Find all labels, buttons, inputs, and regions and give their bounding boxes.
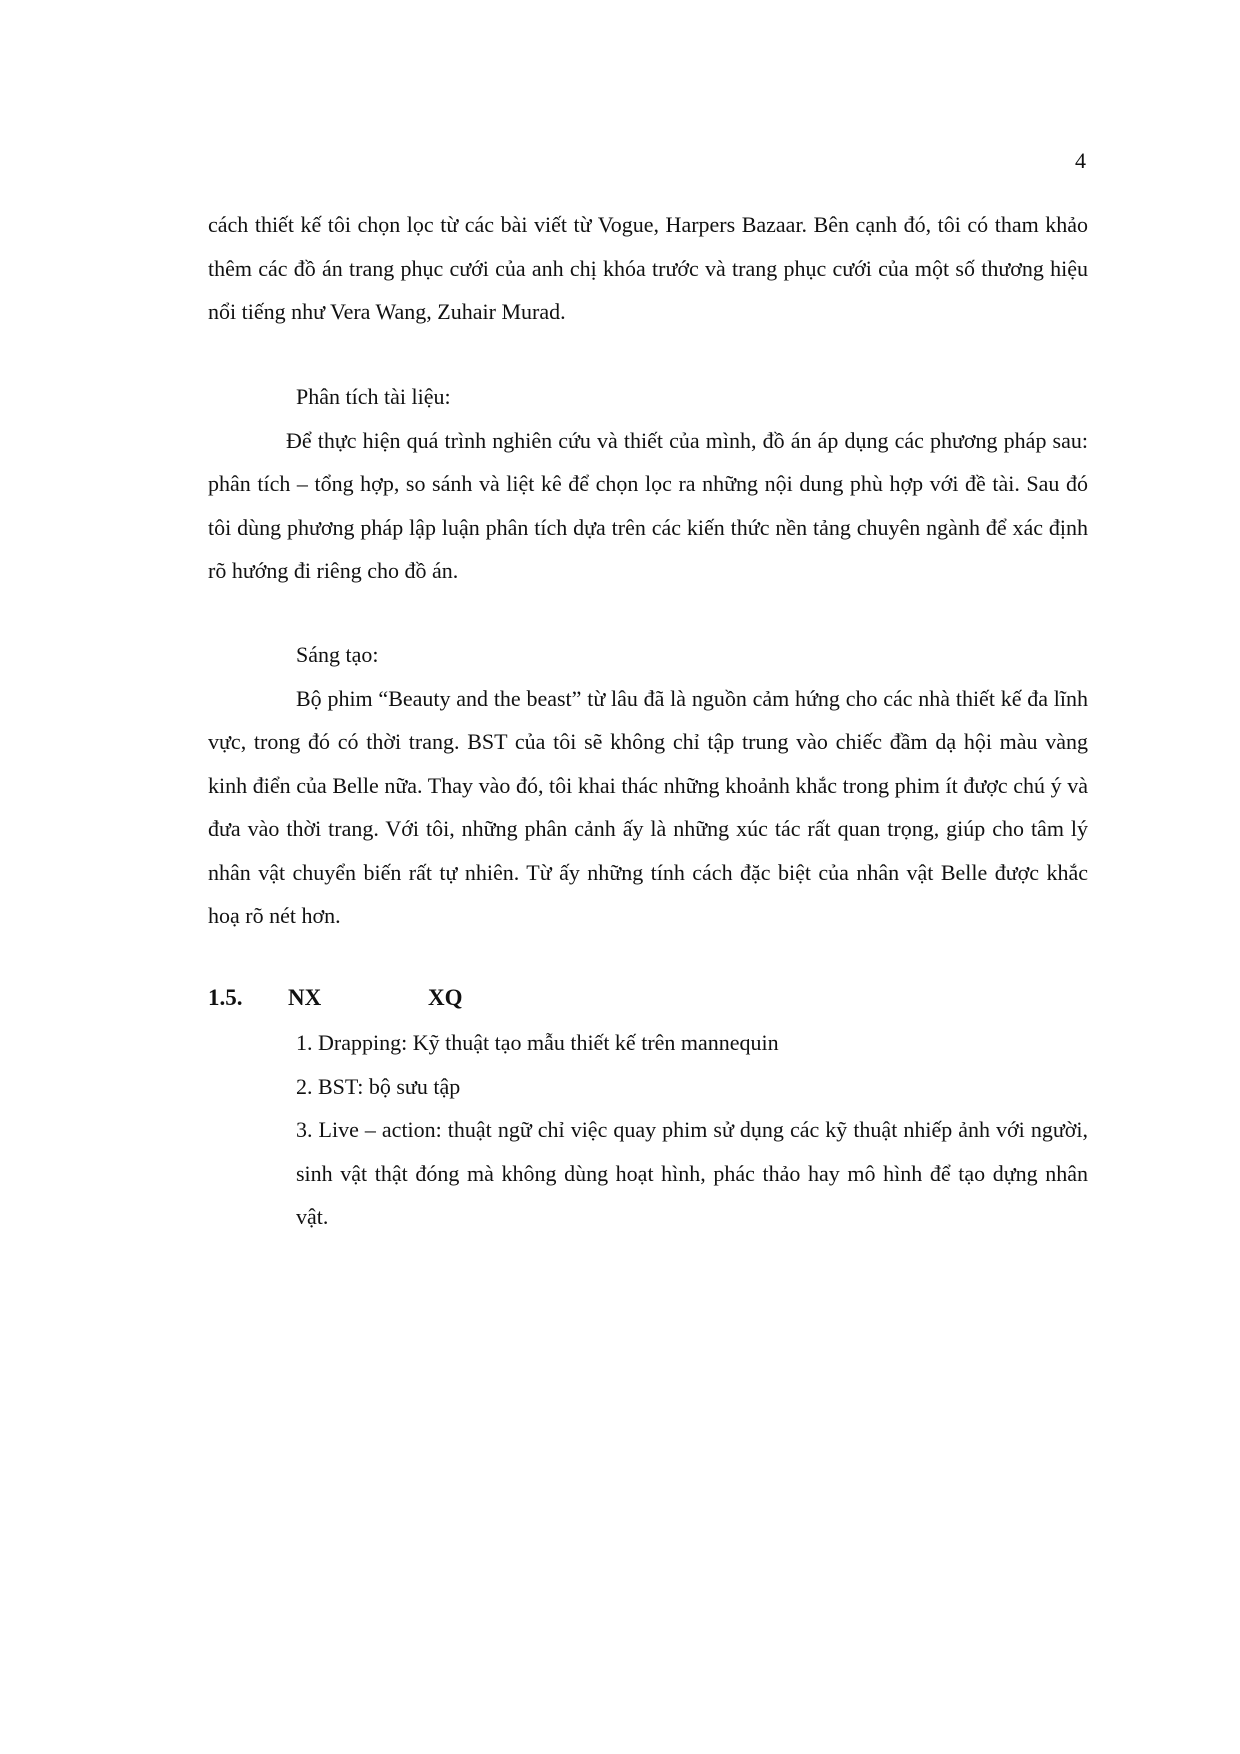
section-number: 1.5. — [208, 985, 243, 1010]
page-number: 4 — [1075, 148, 1086, 173]
section-heading — [208, 978, 1088, 1018]
glossary-item: 2. BST: bộ sưu tập — [296, 1073, 461, 1099]
glossary-item: 1. Drapping: Kỹ thuật tạo mẫu thiết kế trên mannequin — [296, 1030, 779, 1055]
section-title-word-1: NX — [288, 985, 322, 1010]
analysis-label: Phân tích tài liệu: — [296, 384, 451, 409]
glossary-item: 3. Live – action: thuật ngữ chỉ việc quay phim sử dụng các kỹ thuật nhiếp ảnh với người, sinh vật thật đóng mà không dùng hoạt hình, phác thảo hay mô hình để tạo dựng nhân vật. — [296, 1117, 1088, 1229]
glossary-list — [296, 1021, 1088, 1239]
intro-paragraph: cách thiết kế tôi chọn lọc từ các bài viết từ Vogue, Harpers Bazaar. Bên cạnh đó, tôi có tham khảo thêm các đồ án trang phục cưới của anh chị khóa trước và trang phục cưới của một số thương hiệu nổi tiếng như Vera Wang, Zuhair Murad. — [208, 212, 1088, 324]
creative-section — [208, 633, 1088, 938]
section-title-word-2: XQ — [428, 985, 463, 1010]
analysis-paragraph: Để thực hiện quá trình nghiên cứu và thiết của mình, đồ án áp dụng các phương pháp sau: phân tích – tổng hợp, so sánh và liệt kê để chọn lọc ra những nội dung phù hợp với đề tài. Sau đó tôi dùng phương pháp lập luận phân tích dựa trên các kiến thức nền tảng chuyên ngành để xác định rõ hướng đi riêng cho đồ án. — [208, 427, 1088, 583]
creative-label: Sáng tạo: — [296, 642, 379, 667]
creative-paragraph: Bộ phim “Beauty and the beast” từ lâu đã là nguồn cảm hứng cho các nhà thiết kế đa lĩnh vực, trong đó có thời trang. BST của tôi sẽ không chỉ tập trung vào chiếc đầm dạ hội màu vàng kinh điển của Belle nữa. Thay vào đó, tôi khai thác những khoảnh khắc trong phim ít được chú ý và đưa vào thời trang. Với tôi, những phân cảnh ấy là những xúc tác rất quan trọng, giúp cho tâm lý nhân vật chuyển biến rất tự nhiên. Từ ấy những tính cách đặc biệt của nhân vật Belle được khắc hoạ rõ nét hơn. — [208, 685, 1088, 928]
analysis-section — [208, 375, 1088, 593]
